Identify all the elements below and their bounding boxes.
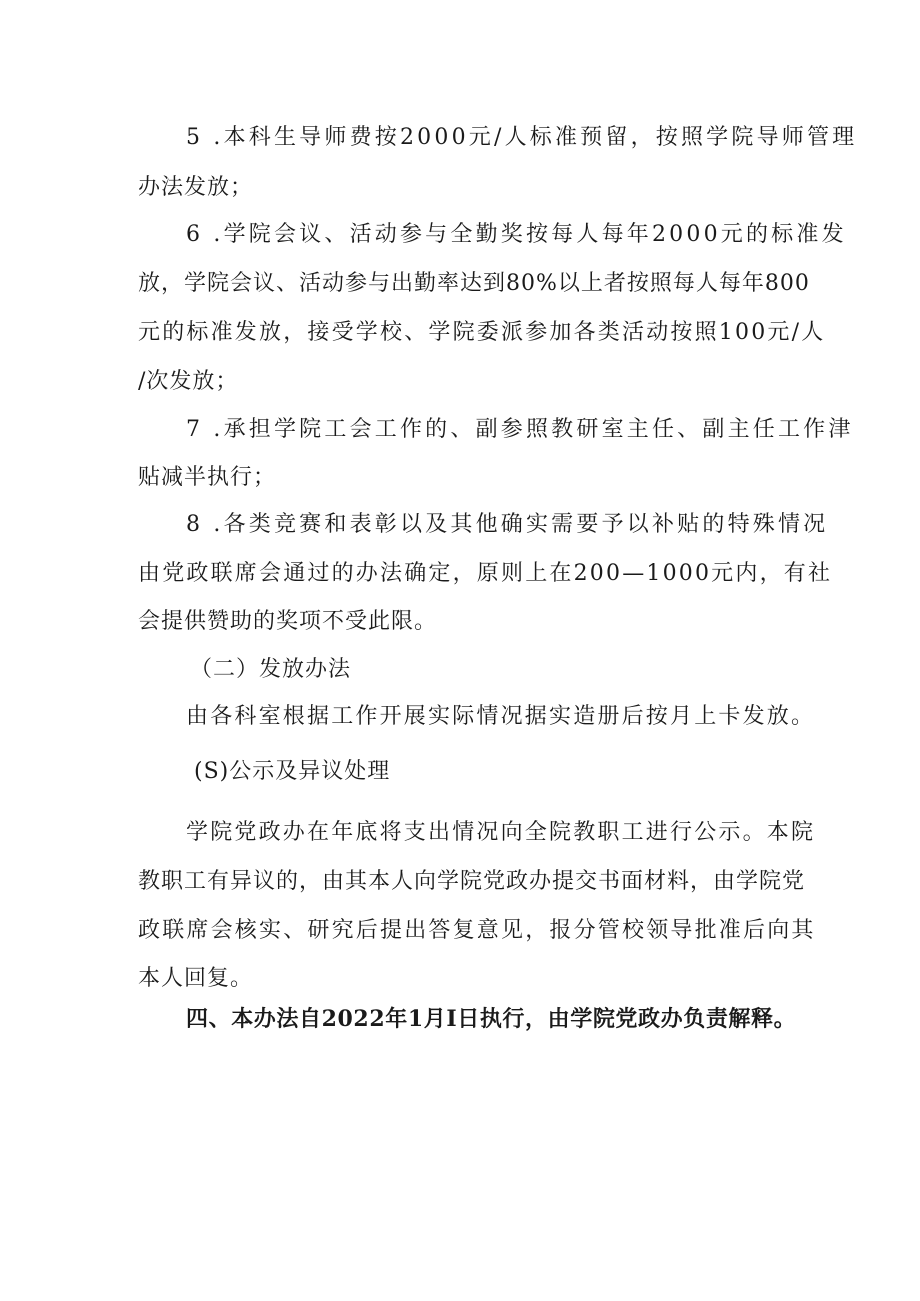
publicity-line-4: 本人回复。 xyxy=(138,966,254,991)
paragraph-7-line-2: 贴减半执行； xyxy=(138,465,277,490)
publicity-line-2: 教职工有异议的，由其本人向学院党政办提交书面材料，由学院党 xyxy=(138,869,806,894)
paragraph-7-line-1: 7 .承担学院工会工作的、副参照教研室主任、副主任工作津 xyxy=(186,417,854,442)
paragraph-5-line-2: 办法发放； xyxy=(138,175,254,200)
publicity-line-1: 学院党政办在年底将支出情况向全院教职工进行公示。本院 xyxy=(186,820,816,845)
paragraph-8-line-2: 由党政联席会通过的办法确定，原则上在200—1000元内，有社 xyxy=(138,561,833,586)
paragraph-5-line-1: 5 .本科生导师费按2000元/人标准预留，按照学院导师管理 xyxy=(186,125,858,150)
paragraph-6-line-3: 元的标准发放，接受学校、学院委派参加各类活动按照100元/人 xyxy=(138,320,826,345)
distribution-method-text: 由各科室根据工作开展实际情况据实造册后按月上卡发放。 xyxy=(186,704,816,729)
paragraph-6-line-2: 放，学院会议、活动参与出勤率达到80%以上者按照每人每年800 xyxy=(138,271,810,296)
paragraph-8-line-1: 8 .各类竞赛和表彰以及其他确实需要予以补贴的特殊情况 xyxy=(186,512,829,537)
publicity-line-3: 政联席会核实、研究后提出答复意见，报分管校领导批准后向其 xyxy=(138,918,816,943)
paragraph-6-line-4: /次发放； xyxy=(138,369,239,394)
section-heading-publicity: (S)公示及异议处理 xyxy=(194,759,391,784)
paragraph-8-line-3: 会提供赞助的奖项不受此限。 xyxy=(138,609,438,634)
article-four-effective-date: 四、本办法自2022年1月I日执行，由学院党政办负责解释。 xyxy=(186,1006,797,1032)
paragraph-6-line-1: 6 .学院会议、活动参与全勤奖按每人每年2000元的标准发 xyxy=(186,222,847,247)
section-heading-distribution-method: （二）发放办法 xyxy=(190,657,352,682)
